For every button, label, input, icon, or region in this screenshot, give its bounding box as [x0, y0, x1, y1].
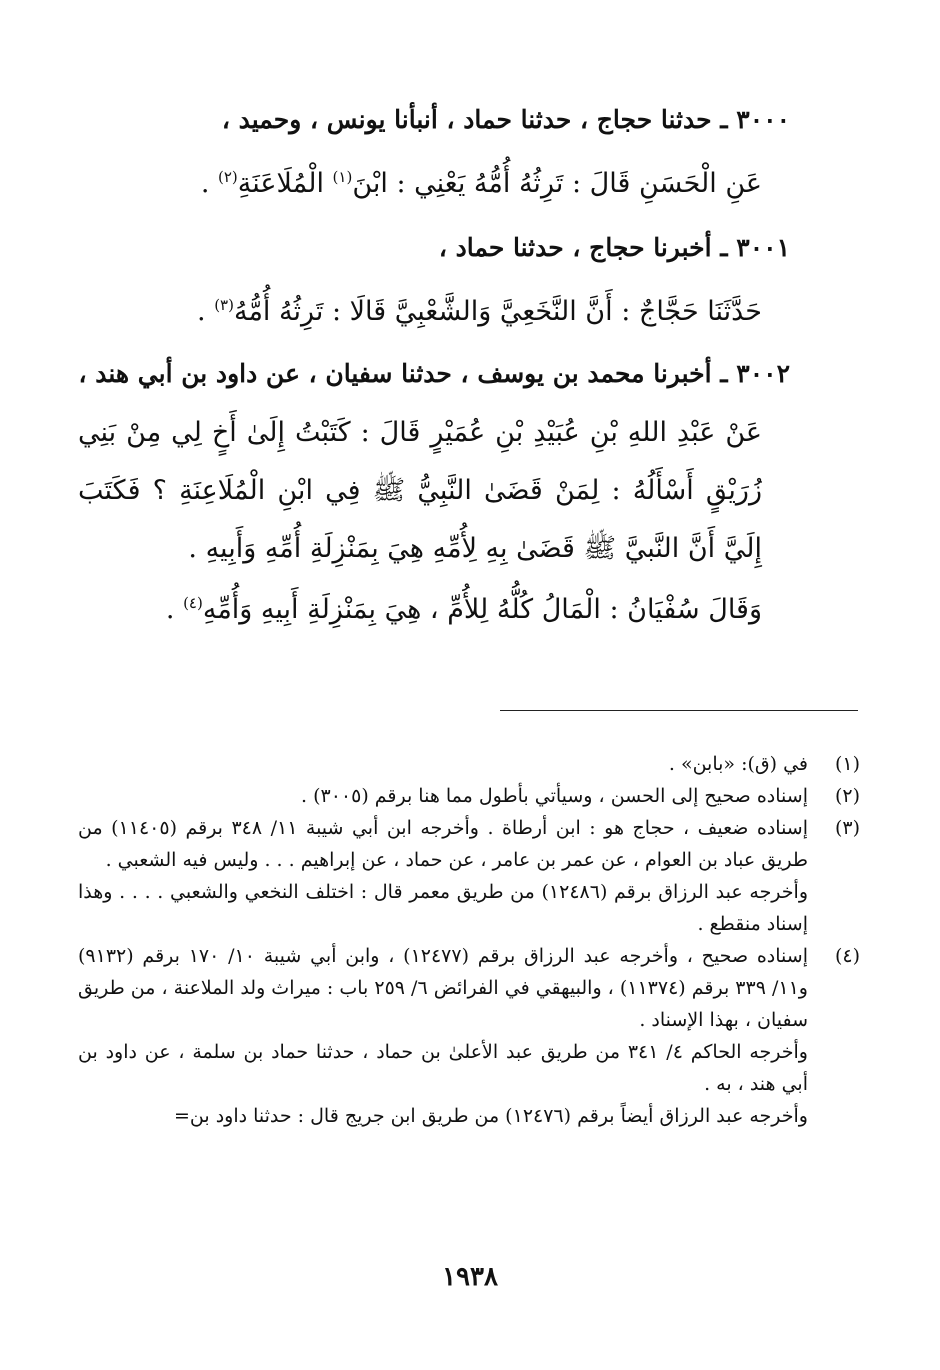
footnote-paragraph: في (ق): «بابن» .: [668, 753, 808, 775]
footnote-paragraph: إسناده ضعيف ، حجاج هو : ابن أرطاة . وأخرجه ابن أبي شيبة ١١/ ٣٤٨ برقم (١١٤٠٥) من طريق عباد بن العوام ، عن عمر بن عامر ، عن حماد ، عن إبراهيم . . . وليس فيه الشعبي .: [78, 817, 808, 871]
footnote-paragraph: وأخرجه عبد الرزاق أيضاً برقم (١٢٤٧٦) من طريق ابن جريج قال : حدثنا داود بن=: [173, 1105, 808, 1127]
footnote-number: (٤): [834, 945, 860, 967]
footnote-body: [78, 748, 808, 780]
footnote-ref-1: (١): [332, 168, 353, 186]
page-number: ١٩٣٨: [442, 1262, 498, 1292]
hadith-3000-isnad: ٣٠٠٠ ـ حدثنا حجاج ، حدثنا حماد ، أنبأنا يونس ، وحميد ،: [221, 105, 790, 134]
footnote-paragraph: وأخرجه الحاكم ٤/ ٣٤١ من طريق عبد الأعلىٰ بن حماد ، حدثنا حماد بن سلمة ، عن داود بن أبي هند ، به .: [78, 1041, 808, 1095]
footnote-number: (٢): [834, 785, 860, 807]
sufyan-statement-text: وَقَالَ سُفْيَانُ : الْمَالُ كُلُّهُ لِلأُمِّ ، هِيَ بِمَنْزِلَةِ أَبِيهِ وَأُمِّهِ: [202, 594, 762, 625]
hadith-3001-matn-text: حَدَّثَنَا حَجَّاجٌ : أَنَّ النَّخَعِيَّ وَالشَّعْبِيَّ قَالَا : تَرِثُهُ أُمُّهُ: [233, 296, 762, 327]
footnote-number: (٣): [834, 817, 860, 839]
footnote-divider: [500, 710, 858, 711]
main-text: [78, 88, 790, 642]
hadith-3000-matn-text-a: عَنِ الْحَسَنِ قَالَ : تَرِثُهُ أُمُّهُ يَعْنِي : ابْنَ: [352, 168, 762, 199]
footnote-ref-2: (٢): [218, 168, 238, 186]
footnote-body: [78, 812, 808, 940]
footnote-ref-3: (٣): [214, 296, 234, 314]
footnote-body: [78, 940, 808, 1132]
hadith-3000-matn: [78, 152, 790, 216]
hadith-3000-matn-text-b: الْمُلَاعَنَةِ: [237, 168, 333, 199]
hadith-3001-isnad: ٣٠٠١ ـ أخبرنا حجاج ، حدثنا حماد ،: [438, 233, 790, 262]
footnote-3: [78, 812, 860, 940]
footnote-2: [78, 780, 860, 812]
sufyan-statement: [78, 578, 790, 642]
footnote-paragraph: إسناده صحيح ، وأخرجه عبد الرزاق برقم (١٢٤٧٧) ، وابن أبي شيبة ١٠/ ١٧٠ برقم (٩١٣٢) و١١/ ٣٣٩ برقم (١١٣٧٤) ، والبيهقي في الفرائض ٦/ ٢٥٩ باب : ميراث ولد الملاعنة ، من طريق سفيان ، بهذا الإسناد .: [78, 945, 808, 1031]
footnote-ref-4: (٤): [183, 594, 203, 612]
footnotes: [78, 748, 860, 1132]
sufyan-statement-end: .: [165, 594, 184, 625]
hadith-3002-isnad: ٣٠٠٢ ـ أخبرنا محمد بن يوسف ، حدثنا سفيان ، عن داود بن أبي هند ،: [78, 359, 790, 388]
hadith-3001-matn-end: .: [197, 296, 215, 327]
footnote-1: [78, 748, 860, 780]
footnote-paragraph: وأخرجه عبد الرزاق برقم (١٢٤٨٦) من طريق معمر قال : اختلف النخعي والشعبي . . . . وهذا إسناد منقطع .: [78, 881, 808, 935]
hadith-3002-matn: عَنْ عَبْدِ اللهِ بْنِ عُبَيْدِ بْنِ عُمَيْرٍ قَالَ : كَتَبْتُ إِلَىٰ أَخٍ لِي مِنْ بَنِي زُرَيْقٍ أَسْأَلُهُ : لِمَنْ قَضَىٰ النَّبِيُّ ﷺ فِي ابْنِ الْمُلَاعِنَةِ ؟ فَكَتَبَ إِلَيَّ أَنَّ النَّبيَّ ﷺ قَضَىٰ بِهِ لِأُمِّهِ هِيَ بِمَنْزِلَةِ أُمِّهِ وَأَبِيهِ .: [78, 417, 762, 564]
hadith-3001-matn: [78, 280, 790, 344]
hadith-3000-matn-end: .: [200, 168, 218, 199]
footnote-number: (١): [834, 753, 860, 775]
footnote-paragraph: إسناده صحيح إلى الحسن ، وسيأتي بأطول مما هنا برقم (٣٠٠٥) .: [300, 785, 808, 807]
footnote-body: [78, 780, 808, 812]
footnote-4: [78, 940, 860, 1132]
